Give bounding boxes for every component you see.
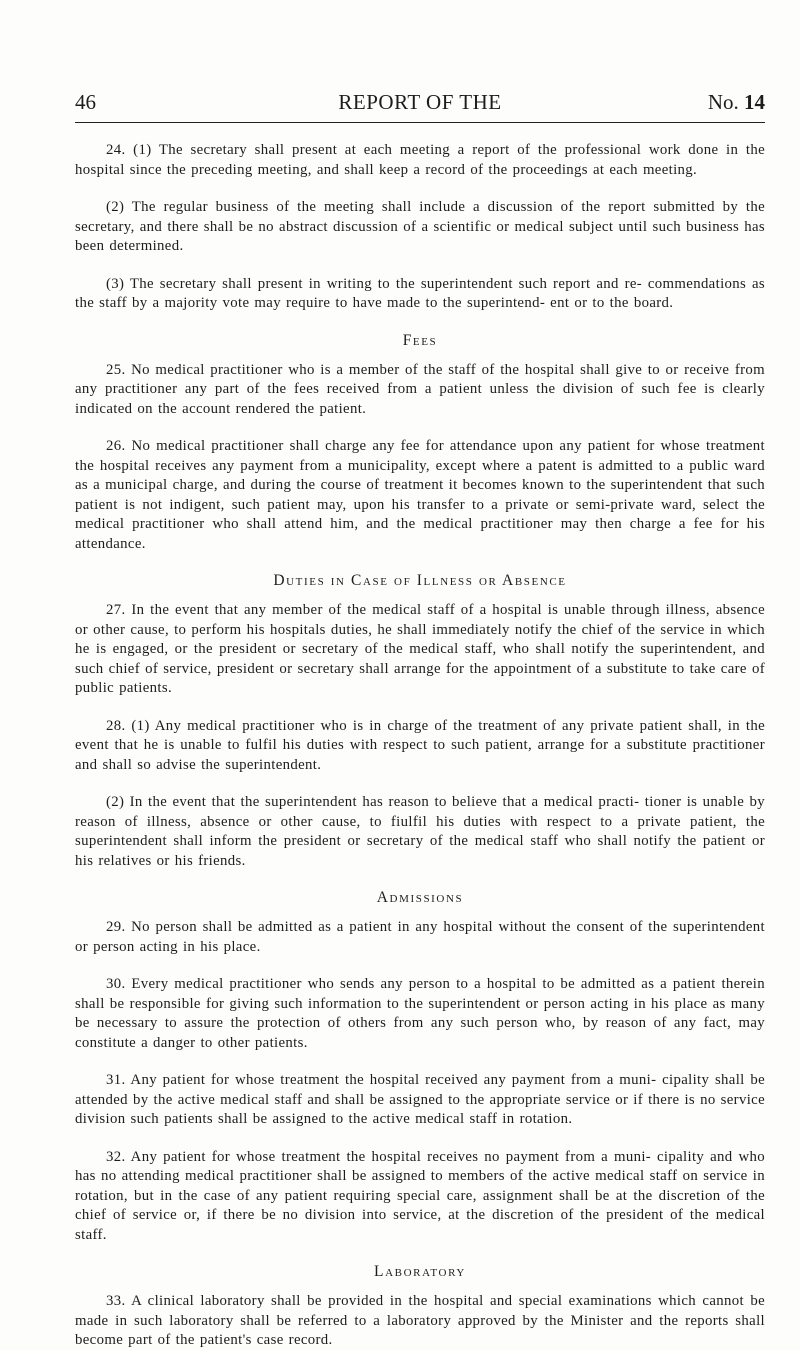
report-number-value: 14 (744, 90, 765, 114)
page-header (75, 90, 765, 123)
heading-admissions: Admissions (376, 889, 464, 906)
section-duties (75, 571, 765, 871)
report-number (708, 90, 765, 115)
section-fees (75, 331, 765, 555)
paragraph-26: 26. No medical practitioner shall charge any fee for attendance upon any patient for whose treatment the hospital receives any payment from a municipality, except where a patent is admitted to a public ward as a municipal charge, and during the course of treatment it becomes known to the superintendent that such patient is not indigent, such patient may, upon his transfer to a private or semi-private ward, select the medical practitioner who shall attend him, and the medical practitioner may then charge a fee for his attendance. (75, 438, 765, 552)
paragraph-27: 27. In the event that any member of the medical staff of a hospital is unable through illness, absence or other cause, to perform his hospitals duties, he shall immediately notify the chief of the service in which he is engaged, or the president or secretary of the medical staff, who shall notify the superintendent, and such chief of service, president or secretary shall arrange for the appointment of a substitute to take care of public patients. (75, 602, 765, 696)
paragraph-24-1: 24. (1) The secretary shall present at each meeting a report of the professional work done in the hospital since the preceding meeting, and shall keep a record of the proceedings at each meeting. (75, 142, 765, 178)
paragraph-32: 32. Any patient for whose treatment the hospital receives no payment from a muni- cipality and who has no attending medical practitioner shall be assigned to members of the active medical staff on service in rotation, but in the case of any patient requiring special care, assignment shall be at the discretion of the chief of service or, if there be no division into service, at the discretion of the president of the medical staff. (75, 1148, 765, 1243)
report-number-prefix: No. (707, 90, 739, 114)
heading-duties: Duties in Case of Illness or Absence (273, 572, 567, 589)
running-title: REPORT OF THE (338, 90, 502, 114)
paragraph-24-3: (3) The secretary shall present in writing to the superintendent such report and re- commendations as the staff by a majority vote may require to have made to the superintend- ent or to the board. (75, 275, 765, 311)
section-admissions (75, 888, 765, 1245)
section-laboratory (75, 1262, 765, 1351)
paragraph-24-2: (2) The regular business of the meeting shall include a discussion of the report submitted by the secretary, and there shall be no abstract discussion of a scientific or medical subject until such business has been determined. (75, 199, 765, 254)
paragraph-28-1: 28. (1) Any medical practitioner who is in charge of the treatment of any private patient shall, in the event that he is unable to fulfil his duties with respect to such patient, arrange for a substitute practitioner and shall so advise the superintendent. (75, 717, 765, 773)
section-meetings (75, 141, 765, 314)
paragraph-31: 31. Any patient for whose treatment the hospital received any payment from a muni- cipality shall be attended by the active medical staff and shall be assigned to the appropriate service or if there is no service division such patients shall be assigned to the active medical staff in rotation. (75, 1072, 765, 1127)
body-text (75, 141, 765, 1351)
paragraph-33: 33. A clinical laboratory shall be provided in the hospital and special examinations which cannot be made in such laboratory shall be referred to a laboratory approved by the Minister and the reports shall become part of the patient's case record. (75, 1293, 765, 1348)
paragraph-30: 30. Every medical practitioner who sends any person to a hospital to be admitted as a patient therein shall be responsible for giving such information to the superintendent or person acting in his place as many be necessary to assure the protection of others from any such person who, by reason of any fact, may constitute a danger to other patients. (75, 976, 765, 1051)
paragraph-29: 29. No person shall be admitted as a patient in any hospital without the consent of the superintendent or person acting in his place. (75, 919, 765, 955)
heading-fees: Fees (402, 331, 438, 349)
paragraph-25: 25. No medical practitioner who is a member of the staff of the hospital shall give to or receive from any practitioner any part of the fees received from a patient unless the division of such fee is clearly indicated on the account rendered the patient. (75, 361, 765, 417)
paragraph-28-2: (2) In the event that the superintendent has reason to believe that a medical practi- tioner is unable by reason of illness, absence or other cause, to fiulfil his duties with respect to a private patient, the superintendent shall inform the president or secretary of the medical staff who shall notify the patient or his relatives or his friends. (75, 794, 765, 869)
page-number: 46 (75, 90, 96, 114)
heading-laboratory: Laboratory (374, 1263, 466, 1280)
